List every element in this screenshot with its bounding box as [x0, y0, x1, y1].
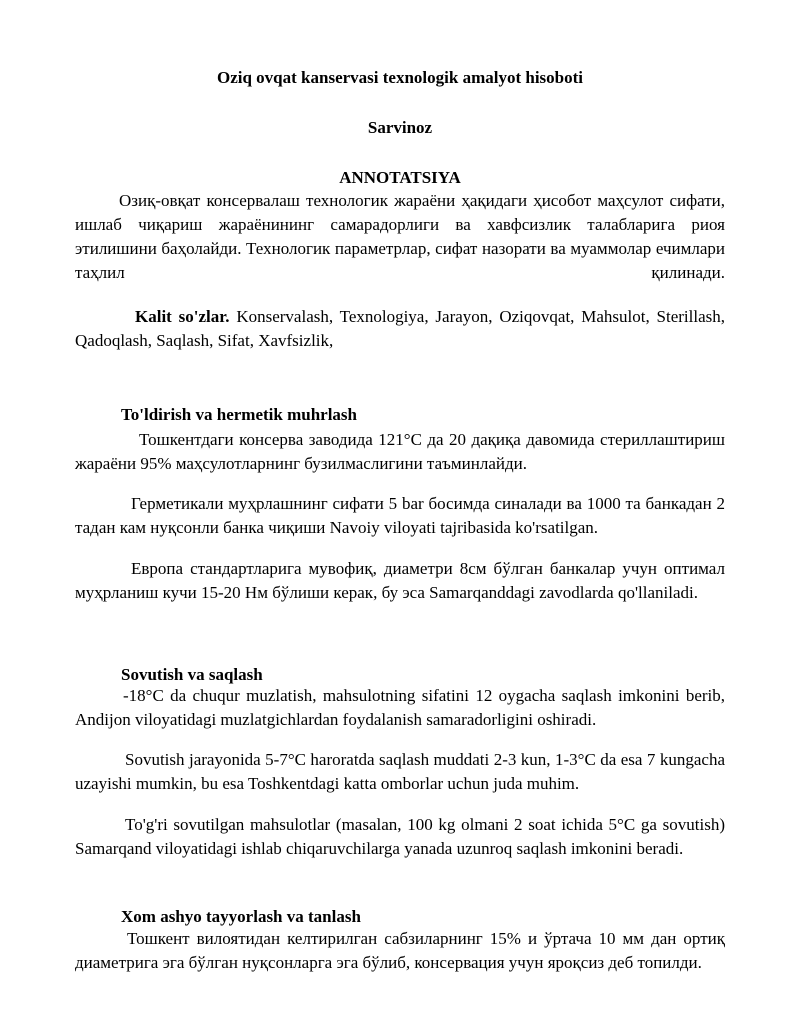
paragraph: Sovutish jarayonida 5-7°C haroratda saqlash muddati 2-3 kun, 1-3°C da esa 7 kungacha uzayishi mumkin, bu esa Toshkentdagi katta omborlar uchun juda muhim. [75, 750, 725, 793]
section-heading-cooling-storage: Sovutish va saqlash [121, 665, 263, 684]
document-title: Oziq ovqat kanservasi texnologik amalyot hisoboti [216, 68, 583, 87]
paragraph: Тошкентдаги консерва заводида 121°C да 20 дақиқа давомида стериллаштириш жараёни 95% маҳсулотларнинг бузилмаслигини таъминлайди. [75, 430, 725, 473]
section-heading-filling-sealing: To'ldirish va hermetik muhrlash [121, 405, 357, 424]
paragraph: Герметикали муҳрлашнинг сифати 5 bar босимда синалади ва 1000 та банкадан 2 тадан кам нуқсонли банка чиқиши Navoiy viloyati tajribasida ko'rsatilgan. [75, 494, 725, 537]
keywords-paragraph [75, 305, 725, 353]
paragraph: Европа стандартларига мувофиқ, диаметри 8см бўлган банкалар учун оптимал муҳрланиш кучи 15-20 Нм бўлиши керак, бу эса Samarqanddagi zavodlarda qo'llaniladi. [75, 559, 725, 602]
keywords-label: Kalit so'zlar. [135, 307, 230, 326]
keywords-text: Konservalash, Texnologiya, Jarayon, Oziqovqat, Mahsulot, Sterillash, Qadoqlash, Saqlash, Sifat, Xavfsizlik, [75, 307, 725, 350]
paragraph: Тошкент вилоятидан келтирилган сабзиларнинг 15% и ўртача 10 мм дан ортиқ диаметрига эга бўлган нуқсонларга эга бўлиб, консервация учун яроқсиз деб топилди. [75, 929, 725, 972]
section-heading-raw-material: Xom ashyo tayyorlash va tanlash [121, 907, 361, 926]
annotation-text: Озиқ-овқат консервалаш технологик жараёни ҳақидаги ҳисобот маҳсулот сифати, ишлаб чиқариш жараёнининг самарадорлиги ва хавфсизлик талабларига риоя этилишини баҳолайди. Технологик параметрлар, сифат назорати ва муаммолар ечимлари таҳлил қилинади. [75, 191, 725, 282]
annotation-heading: ANNOTATSIYA [339, 168, 461, 187]
author-name: Sarvinoz [367, 118, 433, 137]
paragraph: -18°C da chuqur muzlatish, mahsulotning sifatini 12 oygacha saqlash imkonini berib, Andijon viloyatidagi muzlatgichlardan foydalanish samaradorligini oshiradi. [75, 686, 725, 729]
paragraph: To'g'ri sovutilgan mahsulotlar (masalan, 100 kg olmani 2 soat ichida 5°C ga sovutish) Samarqand viloyatidagi ishlab chiqaruvchilarga yanada uzunroq saqlash imkonini beradi. [75, 815, 725, 858]
